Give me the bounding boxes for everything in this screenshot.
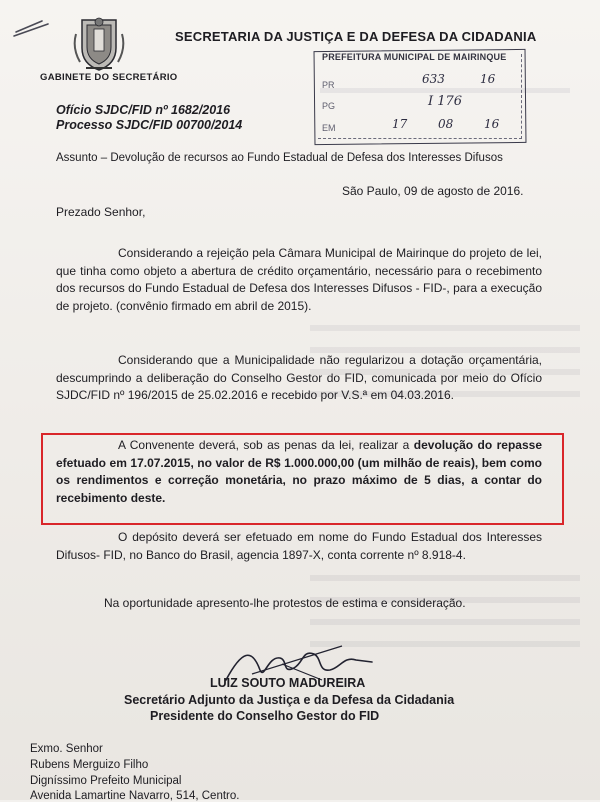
addressee-salutation: Exmo. Senhor: [30, 743, 103, 755]
paragraph-2: [56, 352, 542, 405]
paragraph-5-text: Na oportunidade apresento-lhe protestos de estima e consideração.: [104, 596, 466, 610]
paragraph-3-text: [56, 437, 542, 507]
gabinete-label: GABINETE DO SECRETÁRIO: [40, 72, 178, 83]
paragraph-4-text: O depósito deverá ser efetuado em nome do Fundo Estadual dos Interesses Difusos- FID, no Banco do Brasil, agencia 1897-X, conta corrente nº 8.918-4.: [56, 530, 542, 562]
stamp-date-month: 08: [438, 117, 454, 131]
signatory-role: Secretário Adjunto da Justiça e da Defesa da Cidadania: [124, 693, 455, 707]
addressee-name: Rubens Merguizo Filho: [30, 759, 149, 771]
paragraph-3-bold: devolução do repasse efetuado em 17.07.2015, no valor de R$ 1.000.000,00 (um milhão de reais), bem como os rendimentos e correção monetária, no prazo máximo de 5 dias, a contar do recebimento deste.: [56, 438, 542, 505]
stamp-protocol-extra: 16: [480, 72, 496, 86]
letter-date: São Paulo, 09 de agosto de 2016.: [342, 184, 524, 198]
coat-of-arms-icon: [72, 14, 126, 74]
paragraph-1-text: Considerando a rejeição pela Câmara Municipal de Mairinque do projeto de lei, que tinha como objeto a abertura de crédito orçamentário, necessário para o recebimento dos recursos do Fundo Estadual de Defesa dos Interesses Difusos - FID-, para a execução de projeto. (convênio firmado em abril de 2015).: [56, 246, 542, 313]
stamp-label-date: EM: [322, 123, 336, 133]
paragraph-3-normal: A Convenente deverá, sob as penas da lei, realizar a: [118, 438, 414, 452]
subject-line: Assunto – Devolução de recursos ao Fundo Estadual de Defesa dos Interesses Difusos: [56, 152, 503, 164]
signatory-name: LUIZ SOUTO MADUREIRA: [210, 676, 366, 690]
paragraph-2-text: Considerando que a Municipalidade não regularizou a dotação orçamentária, descumprindo a deliberação do Conselho Gestor do FID, comunicada por meio do Ofício SJDC/FID nº 196/2015 de 25.02.2016 e recebido por V.S.ª em 04.03.2016.: [56, 353, 542, 402]
stamp-protocol-number: 633: [422, 72, 445, 86]
processo-number: Processo SJDC/FID 00700/2014: [56, 118, 243, 132]
pen-mark: [12, 18, 52, 40]
addressee-address: Avenida Lamartine Navarro, 514, Centro.: [30, 790, 240, 802]
stamp-label-page: PG: [322, 101, 336, 111]
stamp-title: PREFEITURA MUNICIPAL DE MAIRINQUE: [322, 52, 507, 62]
secretaria-heading: SECRETARIA DA JUSTIÇA E DA DEFESA DA CIDADANIA: [175, 29, 537, 44]
stamp-date-year: 16: [484, 117, 500, 131]
greeting: Prezado Senhor,: [56, 205, 146, 219]
addressee-title: Digníssimo Prefeito Municipal: [30, 775, 182, 787]
signatory-role-2: Presidente do Conselho Gestor do FID: [150, 709, 380, 723]
paragraph-1: [56, 245, 542, 315]
stamp-page-number: I 176: [428, 94, 463, 109]
paragraph-5: [56, 595, 542, 613]
paragraph-3: [56, 437, 542, 507]
stamp-date-day: 17: [392, 117, 408, 131]
oficio-number: Ofício SJDC/FID nº 1682/2016: [56, 103, 231, 117]
stamp-label-protocol: PR: [322, 80, 335, 90]
paragraph-4: [56, 529, 542, 564]
